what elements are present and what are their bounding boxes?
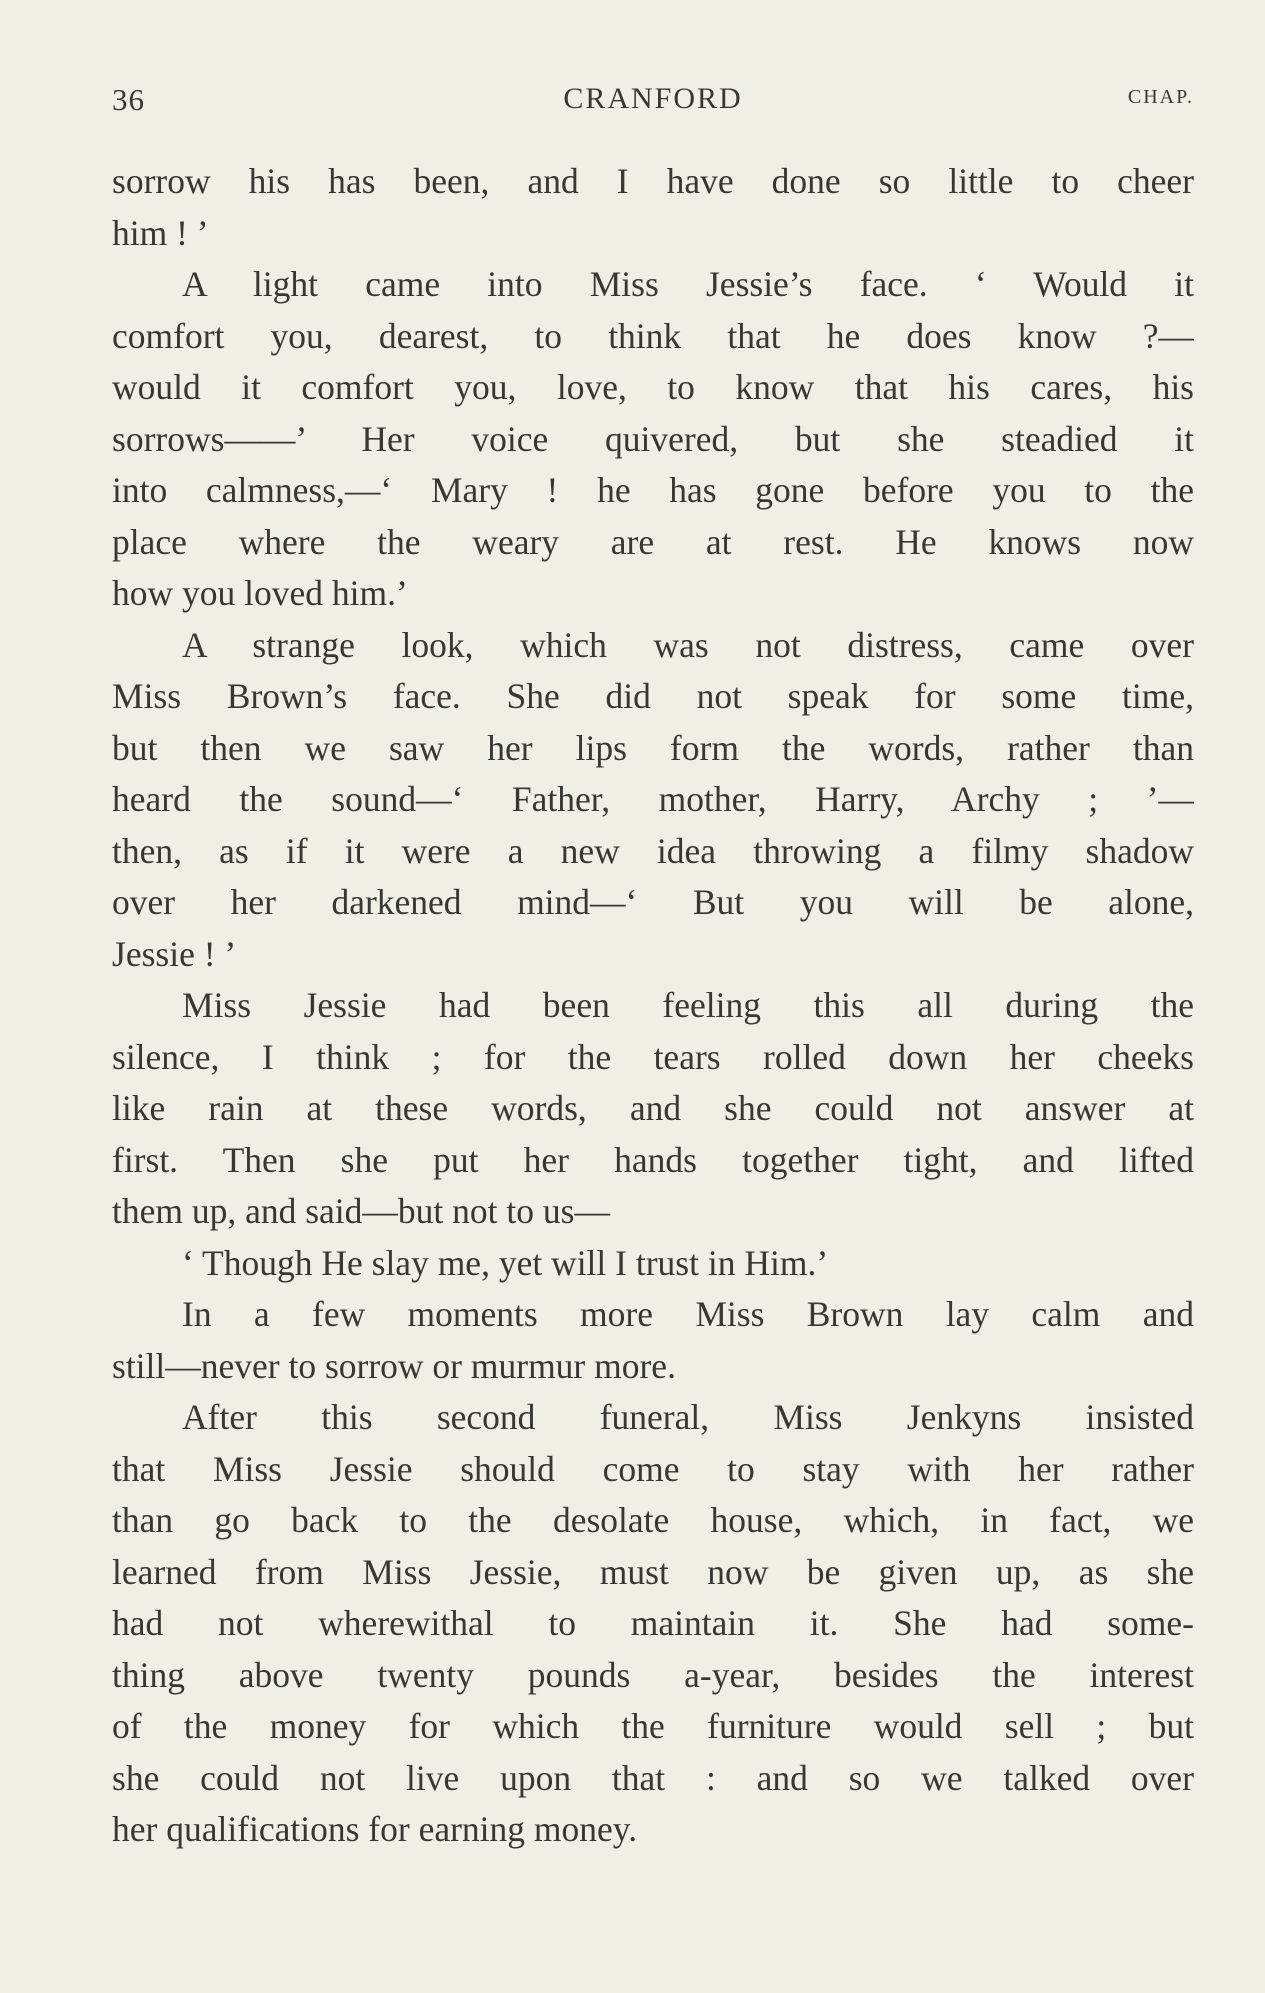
text-line: A light came into Miss Jessie’s face. ‘ Would it [182, 264, 1194, 304]
text-line: still—never to sorrow or murmur more. [112, 1345, 676, 1386]
text-line: Miss Brown’s face. She did not speak for some time, [112, 676, 1194, 716]
text-line: After this second funeral, Miss Jenkyns insisted [182, 1397, 1194, 1437]
text-line: him ! ’ [112, 212, 209, 253]
text-line: like rain at these words, and she could not answer at [112, 1088, 1194, 1128]
text-line: silence, I think ; for the tears rolled down her cheeks [112, 1036, 1194, 1077]
text-line: then, as if it were a new idea throwing a filmy shadow [112, 830, 1194, 871]
running-head [112, 82, 1194, 122]
text-line: would it comfort you, love, to know that his cares, his [112, 367, 1194, 407]
text-line: learned from Miss Jessie, must now be given up, as she [112, 1551, 1194, 1592]
text-line: heard the sound—‘ Father, mother, Harry, Archy ; ’— [112, 779, 1194, 819]
text-line: she could not live upon that : and so we talked over [112, 1757, 1194, 1798]
body-text [112, 156, 1194, 1856]
text-line: A strange look, which was not distress, came over [182, 624, 1194, 665]
text-line: ‘ Though He slay me, yet will I trust in Him.’ [182, 1242, 829, 1283]
text-line: sorrow his has been, and I have done so little to cheer [112, 161, 1194, 201]
text-line: thing above twenty pounds a-year, besides the interest [112, 1654, 1194, 1695]
text-line: place where the weary are at rest. He knows now [112, 521, 1194, 562]
running-title: CRANFORD [563, 82, 743, 115]
text-line: Miss Jessie had been feeling this all during the [182, 985, 1194, 1025]
text-line: them up, and said—but not to us— [112, 1191, 610, 1231]
text-line: that Miss Jessie should come to stay with her rather [112, 1448, 1194, 1489]
text-line: than go back to the desolate house, which, in fact, we [112, 1500, 1194, 1540]
text-line: Jessie ! ’ [112, 933, 237, 974]
text-line: over her darkened mind—‘ But you will be alone, [112, 882, 1194, 922]
text-line: how you loved him.’ [112, 573, 408, 613]
text-line: her qualifications for earning money. [112, 1809, 638, 1849]
text-line: into calmness,—‘ Mary ! he has gone before you to the [112, 470, 1194, 510]
text-line: had not wherewithal to maintain it. She had some- [112, 1603, 1194, 1643]
chapter-mark: CHAP. [1127, 86, 1194, 108]
text-line: sorrows——’ Her voice quivered, but she steadied it [112, 418, 1194, 459]
text-line: comfort you, dearest, to think that he does know ?— [112, 315, 1194, 356]
text-line: first. Then she put her hands together tight, and lifted [112, 1139, 1194, 1180]
text-line: In a few moments more Miss Brown lay calm and [182, 1294, 1194, 1334]
text-line: of the money for which the furniture would sell ; but [112, 1706, 1194, 1746]
text-line: but then we saw her lips form the words, rather than [112, 727, 1194, 768]
page-number: 36 [112, 82, 145, 117]
